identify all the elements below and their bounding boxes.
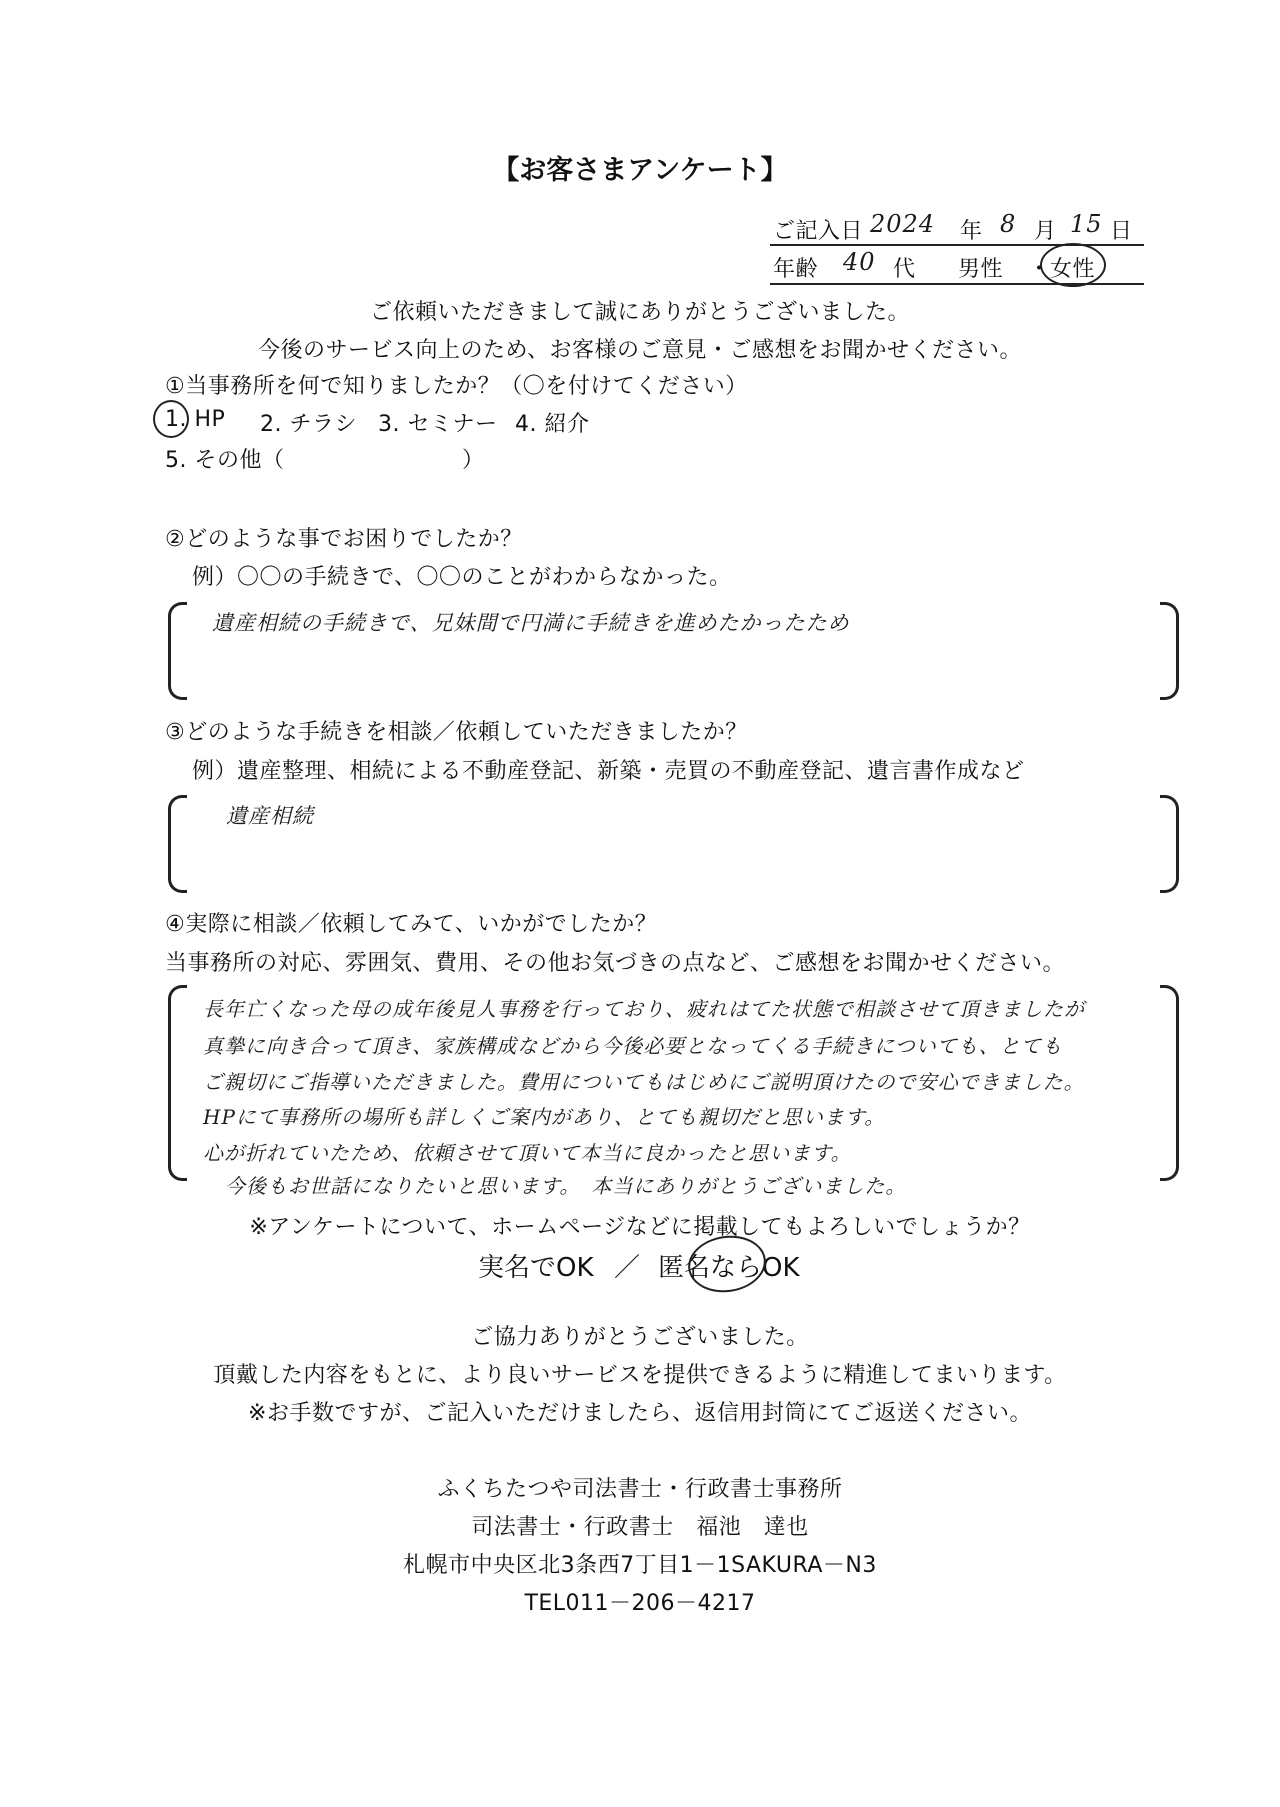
q4-answer-line: 心が折れていたため、依頼させて頂いて本当に良かったと思います。 [203, 1141, 852, 1165]
publish-question: ※アンケートについて、ホームページなどに掲載してもよろしいでしょうか？ [249, 1215, 1031, 1240]
office-address: 札幌市中央区北3条西7丁目1－1SAKURA－N3 [403, 1553, 877, 1578]
age-underline [770, 283, 1144, 285]
q4-answer-line: ご親切にご指導いただきました。費用についてもはじめにご説明頂けたので安心できました。 [203, 1070, 1085, 1094]
option-1-selected-circle [153, 400, 189, 438]
q4-answer-line: HPにて事務所の場所も詳しくご案内があり、とても親切だと思います。 [203, 1105, 886, 1129]
closing-line2: 頂戴した内容をもとに、より良いサービスを提供できるように精進してまいります。 [213, 1363, 1067, 1388]
date-year: 2024 [870, 210, 936, 238]
date-month: 8 [1000, 210, 1017, 238]
gender-separator: ・ [1028, 257, 1051, 282]
q3-bracket-left [168, 795, 187, 893]
q4-bracket-right [1160, 985, 1179, 1181]
closing-line3: ※お手数ですが、ご記入いただけましたら、返信用封筒にてご返送ください。 [248, 1401, 1032, 1426]
office-tel: TEL011－206－4217 [524, 1591, 756, 1616]
q4-answer-line: 今後もお世話になりたいと思います。 本当にありがとうございました。 [225, 1174, 907, 1198]
age-value: 40 [843, 248, 876, 276]
publish-real-name: 実名でOK [478, 1253, 594, 1283]
q4-answer-line: 長年亡くなった母の成年後見人事務を行っており、疲れはてた状態で相談させて頂きましたが [203, 997, 1085, 1021]
publish-anonymous: 匿名ならOK [658, 1253, 800, 1283]
publish-slash: ／ [614, 1253, 641, 1283]
q1-option-5-close: ） [462, 448, 485, 473]
age-label: 年齢 [773, 257, 819, 282]
q1-option-5: 5. その他（ [165, 448, 285, 473]
q3-answer: 遺産相続 [226, 804, 314, 828]
q1-option-4: 4. 紹介 [515, 412, 590, 437]
q4-answer-line: 真摯に向き合って頂き、家族構成などから今後必要となってくる手続きについても、とても [203, 1034, 1063, 1058]
intro-line1: ご依頼いただきまして誠にありがとうございました。 [369, 300, 910, 325]
q2-question: ②どのような事でお困りでしたか？ [165, 527, 523, 552]
gender-male: 男性 [958, 257, 1004, 282]
q4-prompt: 当事務所の対応、雰囲気、費用、その他お気づきの点など、ご感想をお聞かせください。 [165, 951, 1066, 976]
q2-bracket-left [168, 602, 187, 700]
gender-female: 女性 [1050, 257, 1096, 282]
female-selected-circle [1040, 243, 1106, 287]
day-unit: 日 [1110, 219, 1133, 244]
closing-line1: ご協力ありがとうございました。 [471, 1325, 809, 1350]
q3-question: ③どのような手続きを相談／依頼していただきましたか？ [165, 720, 748, 745]
q1-question: ①当事務所を何で知りましたか？（〇を付けてください） [165, 374, 748, 399]
q3-example: 例）遺産整理、相続による不動産登記、新築・売買の不動産登記、遺言書作成など [192, 759, 1025, 784]
age-unit: 代 [893, 257, 916, 282]
q1-option-3: 3. セミナー [378, 412, 498, 437]
month-unit: 月 [1034, 219, 1057, 244]
q2-example: 例）〇〇の手続きで、〇〇のことがわからなかった。 [192, 565, 732, 590]
year-unit: 年 [960, 219, 983, 244]
q1-option-1: 1. HP [165, 407, 226, 432]
date-day: 15 [1070, 210, 1103, 238]
office-person: 司法書士・行政書士 福池 達也 [471, 1515, 809, 1540]
q4-question: ④実際に相談／依頼してみて、いかがでしたか？ [165, 912, 658, 937]
page-title: 【お客さまアンケート】 [492, 155, 788, 186]
q3-bracket-right [1160, 795, 1179, 893]
office-name: ふくちたつや司法書士・行政書士事務所 [437, 1477, 843, 1502]
date-label: ご記入日 [773, 219, 864, 244]
q2-bracket-right [1160, 602, 1179, 700]
q1-option-2: 2. チラシ [260, 412, 357, 437]
q4-bracket-left [168, 985, 187, 1181]
intro-line2: 今後のサービス向上のため、お客様のご意見・ご感想をお聞かせください。 [257, 338, 1023, 363]
q2-answer: 遺産相続の手続きで、兄妹間で円満に手続きを進めたかったため [212, 611, 850, 635]
